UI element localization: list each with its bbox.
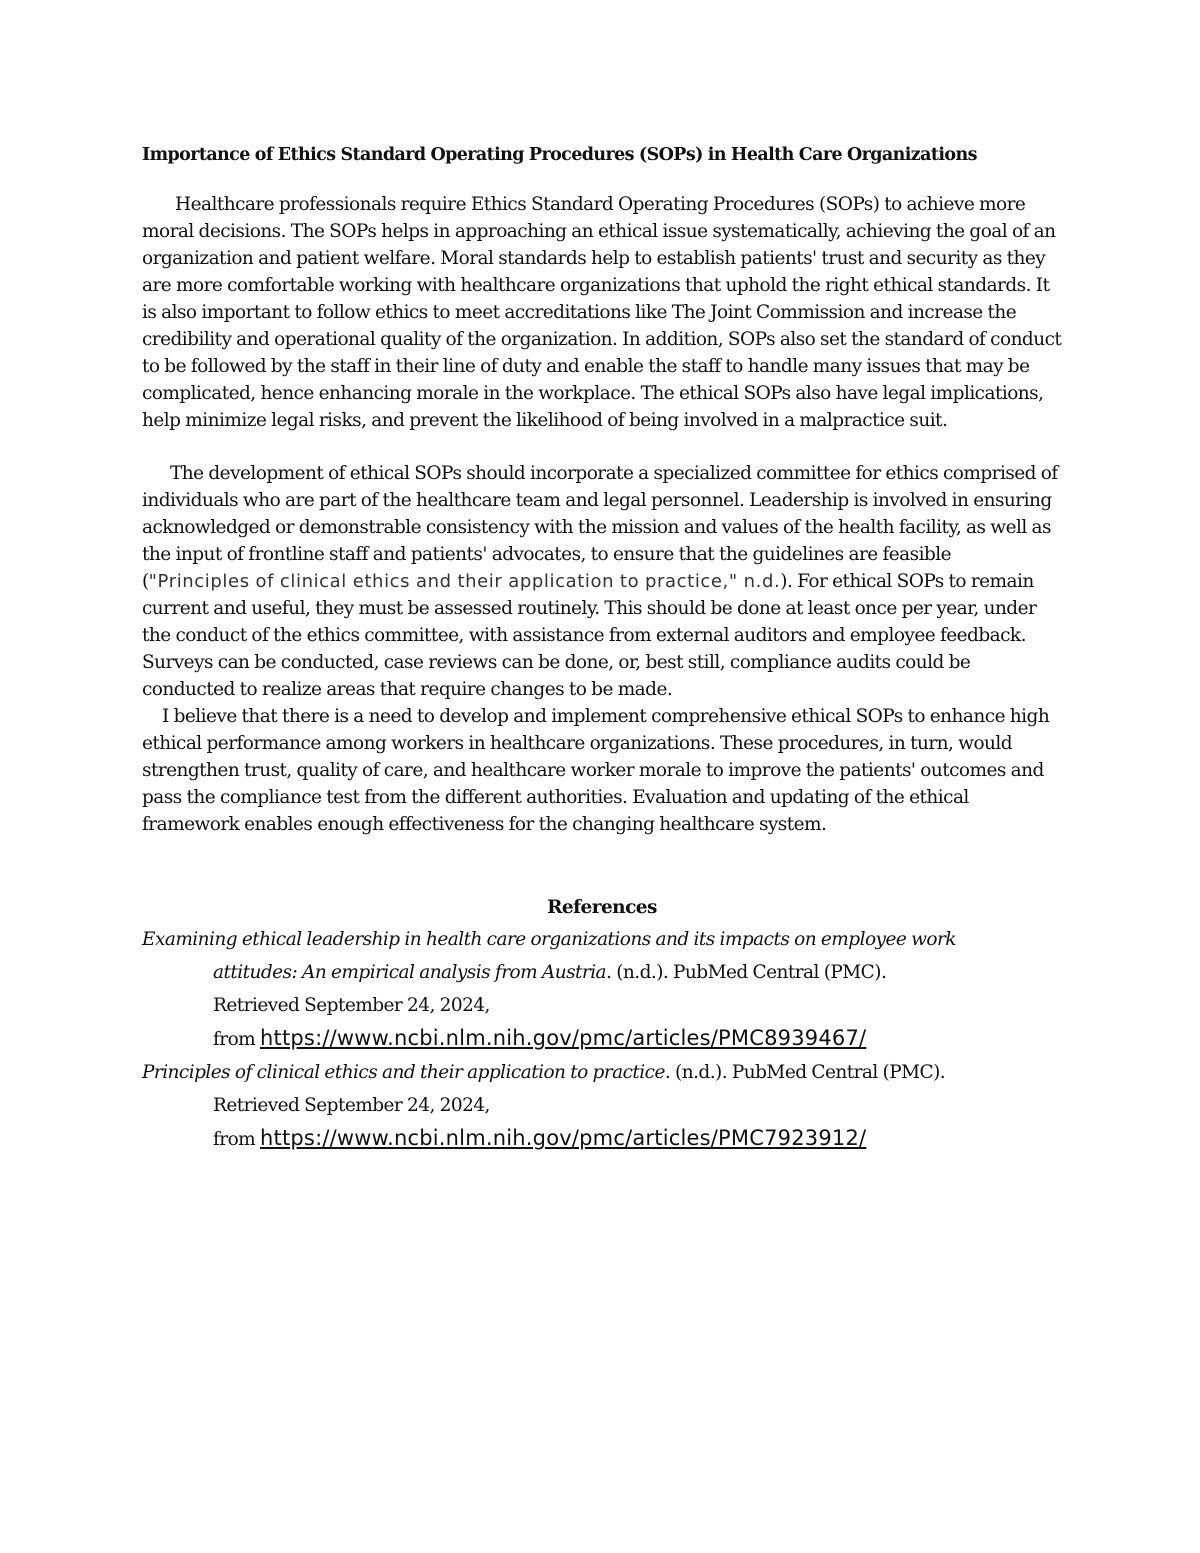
paragraph-development [142, 460, 1062, 703]
reference-title-continued [213, 956, 1062, 989]
reference-title: Examining ethical leadership in health care organizations and its impacts on employee work [142, 929, 956, 950]
reference-entry [142, 923, 1062, 1056]
reference-retrieved: Retrieved September 24, 2024, [213, 1095, 490, 1116]
reference-from-label: from [213, 1129, 261, 1150]
paragraph-development-text-b: ). For ethical SOPs to remain current and useful, they must be assessed routinely. This should be done at least once per year, under the conduct of the ethics committee, with assistance from external auditors and employee feedback. Surveys can be conducted, case reviews can be done, or, best still, compliance audits could be conducted to realize areas that require changes to be made. [142, 571, 1037, 700]
paragraph-intro: Healthcare professionals require Ethics Standard Operating Procedures (SOPs) to achieve more moral decisions. The SOPs helps in approaching an ethical issue systematically, achieving the goal of an organization and patient welfare. Moral standards help to establish patients' trust and security as they are more comfortable working with healthcare organizations that uphold the right ethical standards. It is also important to follow ethics to meet accreditations like The Joint Commission and increase the credibility and operational quality of the organization. In addition, SOPs also set the standard of conduct to be followed by the staff in their line of duty and enable the staff to handle many issues that may be complicated, hence enhancing morale in the workplace. The ethical SOPs also have legal implications, help minimize legal risks, and prevent the likelihood of being involved in a malpractice suit. [142, 194, 1062, 431]
reference-publisher: . (n.d.). PubMed Central (PMC). [606, 962, 887, 983]
reference-title: Principles of clinical ethics and their application to practice [142, 1062, 665, 1083]
reference-title-part2: attitudes: An empirical analysis from Austria [213, 962, 607, 983]
document-title: Importance of Ethics Standard Operating Procedures (SOPs) in Health Care Organizations [142, 145, 977, 165]
reference-url-line [213, 1022, 1062, 1056]
paragraph-conclusion: I believe that there is a need to develop and implement comprehensive ethical SOPs to enhance high ethical performance among workers in healthcare organizations. These procedures, in turn, would strengthen trust, quality of care, and healthcare worker morale to improve the patients' outcomes and pass the compliance test from the different authorities. Evaluation and updating of the ethical framework enables enough effectiveness for the changing healthcare system. [142, 706, 1050, 835]
paragraph-development-text-a: The development of ethical SOPs should incorporate a specialized committee for ethics comprised of individuals who are part of the healthcare team and legal personnel. Leadership is involved in ensuring acknowledged or demonstrable consistency with the mission and values of the health facility, as well as the input of frontline staff and patients' advocates, to ensure that the guidelines are feasible ( [142, 463, 1058, 592]
reference-entry [142, 1056, 1062, 1156]
reference-url-line [213, 1122, 1062, 1156]
references-heading: References [547, 897, 657, 918]
reference-from-label: from [213, 1029, 261, 1050]
reference-url-link[interactable]: https://www.ncbi.nlm.nih.gov/pmc/articles/PMC7923912/ [260, 1126, 867, 1150]
reference-title-line [142, 923, 1062, 956]
in-text-citation: "Principles of clinical ethics and their application to practice," n.d. [148, 571, 781, 592]
document-page [142, 142, 1062, 1156]
reference-url-link[interactable]: https://www.ncbi.nlm.nih.gov/pmc/articles/PMC8939467/ [260, 1026, 867, 1050]
reference-retrieved: Retrieved September 24, 2024, [213, 995, 490, 1016]
reference-publisher: . (n.d.). PubMed Central (PMC). [664, 1062, 946, 1083]
reference-title-line [142, 1056, 1062, 1089]
